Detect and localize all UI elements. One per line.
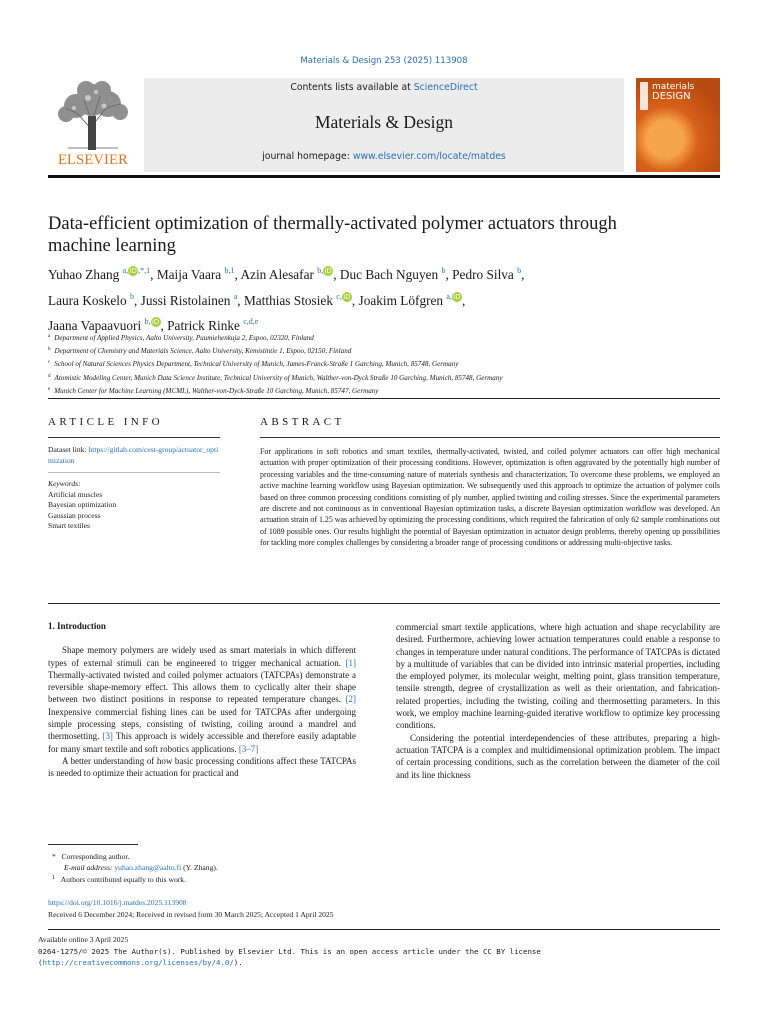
author-affiliation-mark[interactable]: c,d,e [243, 317, 259, 326]
intro-text: Inexpensive commercial fishing lines can be used for TATCPAs after undergoing simple processing steps, consisting of twisting, coiling around a mandrel and thermosetting. [48, 706, 356, 742]
corresponding-note [52, 852, 552, 863]
affiliation-text: Munich Center for Machine Learning (MCML), Walther-von-Dyck-Straße 10 Garching, Munich, 85747, Germany [54, 386, 379, 395]
email-link[interactable]: yuhao.zhang@aalto.fi [114, 862, 182, 872]
orcid-icon[interactable]: iD [343, 292, 351, 301]
affiliation-item [48, 371, 728, 384]
affiliation-key: c [48, 360, 51, 366]
article-info [48, 416, 220, 532]
citation-link-3[interactable]: [3] [102, 731, 113, 742]
article-title: Data-efficient optimization of thermally-activated polymer actuators through machine learning [48, 214, 617, 256]
email-note [52, 863, 552, 874]
intro-right-column [396, 621, 720, 781]
license-line [38, 947, 738, 968]
affiliations [48, 331, 728, 397]
article-info-rule [48, 437, 220, 438]
author-affiliation-mark[interactable]: b [517, 266, 522, 275]
orcid-icon[interactable]: iD [151, 318, 160, 326]
intro-paragraph-2: A better understanding of how basic processing conditions affect these TATCPAs is needed to optimize their actuation for practical and [48, 755, 356, 779]
affiliation-key: e [48, 386, 51, 392]
intro-heading: 1. Introduction [48, 621, 106, 631]
email-label: E-mail address: [64, 862, 115, 872]
cover-word-design: DESIGN [652, 91, 691, 102]
citation-link-1[interactable]: [1] [345, 657, 356, 668]
dataset-label: Dataset link: [48, 445, 89, 454]
footnotes [52, 852, 552, 886]
doi-link[interactable]: https://doi.org/10.1016/j.matdes.2025.113908 [48, 898, 187, 907]
equal-contribution-text: Authors contributed equally to this work. [60, 875, 186, 885]
author-name[interactable]: Jaana Vapaavuori [48, 318, 142, 333]
affiliation-text: Atomistic Modeling Center, Munich Data Science Institute, Technical University of Munich, Walther-von-Dyck Straße 10 Garching, Munich, 85748, Germany [54, 373, 503, 382]
intro-paragraph-3: commercial smart textile applications, where high actuation and shape recyclability are desired. Furthermore, achieving lower actuation temperatures could enable a response to changes in temperature under natural conditions. The performance of TATCPAs is dictated by a multitude of variables that can be divided into intrinsic material properties, including the employed polymer, its molecular weight, melting point, glass transition temperature, tensile strength, degree of crystallization as well as their orientation, and fabrication-related properties, including the twisting, coiling and thermosetting parameters. In this work, we employ machine learning-guided iterative workflow to optimize key processing conditions. [396, 622, 720, 731]
affiliation-text: Department of Chemistry and Materials Science, Aalto University, Kemistintie 1, Espoo, 02150, Finland [54, 347, 352, 356]
dataset-rule [48, 472, 220, 473]
abstract [260, 416, 720, 549]
journal-name: Materials & Design [314, 112, 454, 132]
cover-word-materials: materials [652, 82, 695, 92]
author-name[interactable]: Pedro Silva [452, 267, 514, 282]
affiliation-text: School of Natural Sciences Physics Department, Technical University of Munich, James-Franck-Straße 1 Garching, Munich, 85748, Germany [54, 360, 459, 369]
dataset-line [48, 445, 220, 466]
author-affiliation-mark[interactable]: b, [317, 266, 324, 275]
affiliation-key: d [48, 373, 51, 379]
journal-banner [144, 78, 624, 172]
license-link[interactable]: http://creativecommons.org/licenses/by/4.0/ [42, 957, 234, 967]
abstract-text: For applications in soft robotics and smart textiles, thermally-activated, twisted, and coiled polymer actuators can offer high mechanical actuation with proper optimization of their processing conditions. However, optimization is often aggravated by the potentially high number of processing variables and the time-consuming nature of materials synthesis and characterization. To overcome these problems, we employed an active machine learning workflow using Bayesian optimization. We subsequently used this approach to optimize the actuation of polymer coils based on three common processing conditions consisting of ply number, applied twisting and coiling stresses. Since the experimental parameters are discrete and not continuous as in conventional Bayesian optimization tasks, a discrete Bayesian optimization workflow was developed. An actuation strain of 1.25 was achieved by optimizing the processing conditions, which required the fabrication of only 62 sample combinations out of 1089 possible ones. Our results highlight the potential of Bayesian optimization in actuator design problems, thereby opening up possibilities for tackling more complex challenges by considering a broader range of processing conditions or addressing multi-objective tasks. [260, 447, 720, 548]
contents-prefix: Contents lists available at [290, 82, 414, 93]
header-rule [48, 175, 720, 178]
author-note-mark[interactable]: ,*,1 [138, 266, 151, 275]
keywords-list [48, 490, 220, 532]
homepage-link[interactable]: www.elsevier.com/locate/matdes [352, 151, 506, 162]
author-name[interactable]: Jussi Ristolainen [140, 292, 231, 308]
keyword-item: Bayesian optimization [48, 500, 117, 509]
author-name[interactable]: Azin Alesafar [240, 267, 314, 282]
affiliation-item [48, 344, 728, 357]
available-online: Available online 3 April 2025 [38, 935, 129, 944]
cover-title [652, 83, 694, 101]
intro-text: Shape memory polymers are widely used as smart materials in which different types of external stimuli can be engineered to trigger mechanical actuation. [48, 645, 356, 668]
author-affiliation-mark[interactable]: c, [336, 291, 342, 301]
equal-contribution-note [52, 873, 552, 886]
author-name[interactable]: Maija Vaara [156, 267, 222, 282]
homepage-line [144, 151, 624, 162]
footnote-mark: * [52, 852, 56, 861]
contents-line [144, 82, 624, 93]
article-info-heading: ARTICLE INFO [48, 416, 163, 428]
publisher-wordmark: ELSEVIER [57, 152, 129, 168]
author-list: Yuhao Zhang $^{a,}iD^{,*,1}$, Maija Vaara $^{b,1}$, Azin Alesafar $^{b,}$iD, Duc Bach Nguyen $^b$, Pedro Silva $^b$, Laura Koskelo $^b$, Jussi Ristolainen $^a$, Matthias Stosiek $^{c,}$iD, Joakim Löfgren $^{a,}$iD, Jaana Vapaavuori $^{b,}$iD, Patrick Rinke $^{c,d,e}$ [48, 266, 525, 333]
author-affiliation-mark[interactable]: a, [122, 266, 129, 275]
citation-link-2[interactable]: [2] [345, 694, 356, 705]
affiliation-key: a [48, 334, 51, 339]
homepage-prefix: journal homepage: [262, 151, 353, 162]
author-affiliation-mark[interactable]: b [441, 266, 446, 275]
affiliation-rule [48, 398, 720, 399]
email-suffix: (Y. Zhang). [181, 862, 218, 872]
intro-text: Thermally-activated twisted and coiled polymer actuators (TATCPAs) demonstrate a reversible shape-memory effect. This allows them to cyclically alter their shape between two distinct positions in response to repeated temperature changes. [48, 669, 356, 705]
author-affiliation-mark[interactable]: a, [446, 291, 452, 301]
intro-text: This approach is widely accessible and therefore easily adaptable for many smart textile and soft robotics applications. [48, 731, 356, 754]
orcid-icon[interactable]: iD [324, 267, 332, 275]
keyword-item: Artificial muscles [48, 489, 103, 499]
intro-left-column [48, 620, 356, 780]
footnote-mark: 1 [52, 875, 55, 882]
affiliation-item [48, 357, 728, 370]
author-name[interactable]: Patrick Rinke [167, 318, 240, 333]
author-affiliation-mark[interactable]: b [129, 291, 134, 301]
journal-citation[interactable]: Materials & Design 253 (2025) 113908 [300, 56, 468, 66]
bottom-rule [48, 929, 720, 930]
affiliation-item [48, 331, 728, 344]
cover-spine-mark [640, 82, 648, 110]
dataset-link[interactable]: https://gitlab.com/cest-group/actuator_optimization [48, 445, 219, 465]
tree-icon [48, 78, 138, 154]
abstract-end-rule [48, 603, 720, 604]
author-affiliation-mark[interactable]: b, [144, 317, 151, 326]
author-name[interactable]: Laura Koskelo [48, 292, 127, 308]
citation-link-3-7[interactable]: [3–7] [238, 743, 259, 754]
corresponding-text: Corresponding author. [61, 852, 130, 861]
keywords-label: Keywords: [48, 479, 81, 488]
author-affiliation-mark[interactable]: a [233, 291, 238, 301]
author-affiliation-mark[interactable]: b,1 [224, 266, 235, 275]
license-text: 0264-1275/© 2025 The Author(s). Published by Elsevier Ltd. This is an open access article under the CC BY license ( [38, 947, 541, 967]
author-name[interactable]: Matthias Stosiek [243, 292, 333, 308]
elsevier-logo[interactable] [48, 78, 138, 172]
journal-header [48, 78, 720, 172]
license-suffix: ). [233, 957, 243, 967]
abstract-heading: ABSTRACT [260, 416, 345, 428]
affiliation-text: Department of Applied Physics, Aalto University, Puumiehenkuja 2, Espoo, 02320, Finland [54, 334, 314, 342]
journal-cover[interactable] [636, 78, 720, 172]
affiliation-item [48, 384, 728, 397]
author-name[interactable]: Joakim Löfgren [358, 292, 444, 308]
abstract-rule [260, 437, 720, 438]
keyword-item: Smart textiles [48, 521, 90, 530]
orcid-icon[interactable]: iD [453, 292, 461, 301]
received-dates: Received 6 December 2024; Received in revised form 30 March 2025; Accepted 1 April 2025 [48, 910, 334, 919]
intro-paragraph-4: Considering the potential interdependencies of these attributes, preparing a high-actuation TATCPA is a complex and multidimensional optimization problem. The impact of certain processing conditions, such as the correlation between the diameter of the coil and its line thickness [396, 732, 720, 780]
intro-paragraph-1 [48, 644, 356, 755]
author-name[interactable]: Yuhao Zhang [48, 267, 120, 282]
keyword-item: Gaussian process [48, 510, 101, 520]
author-name[interactable]: Duc Bach Nguyen [339, 267, 439, 282]
footnote-rule [48, 844, 138, 845]
affiliation-key: b [48, 347, 51, 353]
orcid-icon[interactable]: iD [129, 267, 137, 275]
sciencedirect-link[interactable]: ScienceDirect [413, 82, 478, 93]
